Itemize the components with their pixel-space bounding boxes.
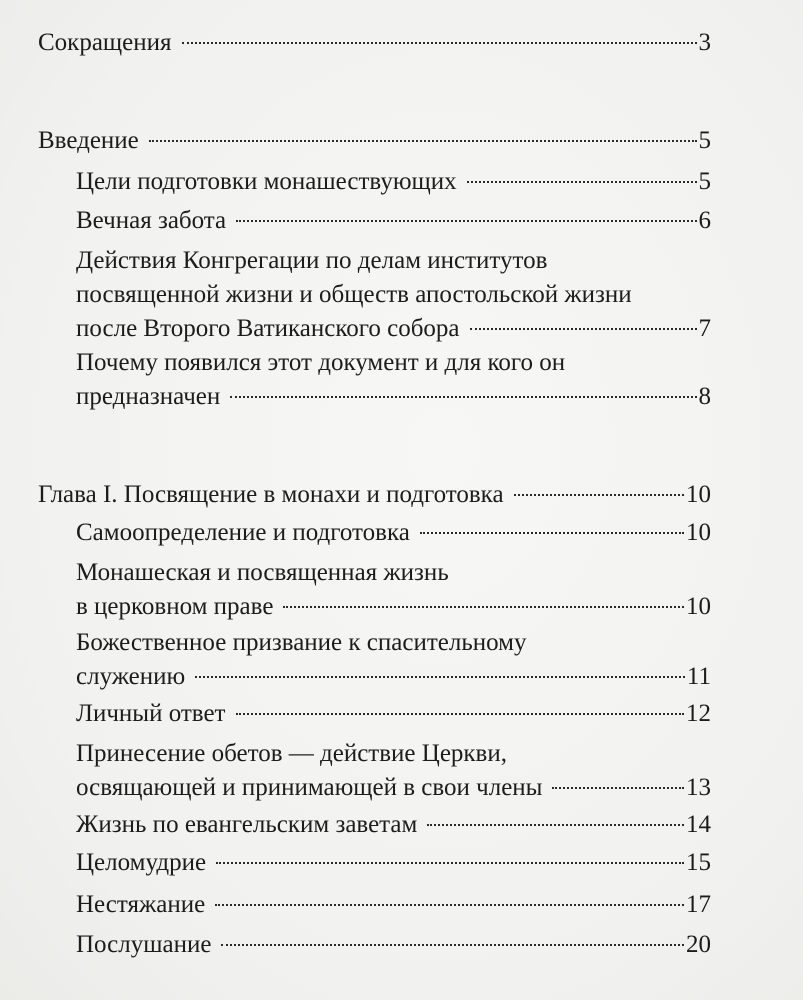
toc-entry-profession-of-vows[interactable]	[76, 737, 711, 805]
toc-page-number: 13	[686, 774, 711, 801]
toc-page-number: 5	[698, 127, 711, 154]
toc-entry-chastity[interactable]	[76, 846, 711, 880]
toc-entry-why-document[interactable]	[76, 346, 711, 414]
toc-entry-monastic-life-canon-law[interactable]	[76, 556, 711, 624]
dot-leader	[514, 494, 684, 496]
toc-entry-congregation-actions[interactable]	[76, 244, 711, 346]
toc-entry-title: Послушание	[76, 931, 212, 958]
dot-leader	[552, 787, 684, 789]
dot-leader	[236, 220, 696, 222]
toc-entry-obedience[interactable]	[76, 928, 711, 962]
toc-entry-title-line: Принесение обетов — действие Церкви,	[76, 740, 507, 767]
dot-leader	[470, 328, 697, 330]
toc-page-number: 10	[686, 593, 711, 620]
toc-entry-title: Нестяжание	[76, 891, 206, 918]
dot-leader	[230, 396, 696, 398]
toc-entry-title: Сокращения	[38, 29, 172, 56]
toc-page-number: 8	[698, 383, 711, 410]
toc-entry-personal-response[interactable]	[76, 697, 711, 731]
toc-entry-title-line: Божественное призвание к спасительному	[76, 629, 527, 656]
toc-entry-title: Самоопределение и подготовка	[76, 519, 410, 546]
toc-entry-title-line: посвященной жизни и обществ апостольской жизни	[76, 281, 632, 308]
toc-page-number: 11	[686, 663, 711, 690]
toc-page-number: 7	[698, 315, 711, 342]
toc-entry-title: Целомудрие	[76, 849, 207, 876]
toc-page-number: 14	[686, 811, 711, 838]
toc-page-number: 15	[686, 849, 711, 876]
toc-page-number: 10	[686, 519, 711, 546]
toc-page-number: 12	[686, 700, 711, 727]
toc-entry-title: Введение	[38, 127, 139, 154]
toc-page-number: 10	[686, 481, 711, 508]
toc-entry-formation-goals[interactable]	[76, 165, 711, 199]
toc-entry-poverty[interactable]	[76, 888, 711, 922]
toc-entry-eternal-care[interactable]	[76, 204, 711, 238]
toc-entry-abbreviations[interactable]	[38, 26, 711, 60]
toc-entry-title: Вечная забота	[76, 207, 227, 234]
toc-entry-title: Цели подготовки монашествующих	[76, 168, 457, 195]
toc-entry-title-line: служению	[76, 663, 186, 690]
dot-leader	[216, 862, 684, 864]
dot-leader	[467, 181, 697, 183]
toc-entry-divine-calling[interactable]	[76, 626, 711, 694]
toc-entry-title-line: Монашеская и посвященная жизнь	[76, 559, 449, 586]
toc-entry-evangelical-counsels[interactable]	[76, 808, 711, 842]
toc-page-number: 3	[698, 29, 711, 56]
toc-entry-introduction[interactable]	[38, 124, 711, 158]
toc-entry-title-line: в церковном праве	[76, 593, 274, 620]
toc-page-number: 20	[686, 931, 711, 958]
dot-leader	[215, 904, 684, 906]
dot-leader	[195, 676, 685, 678]
toc-page-number: 6	[698, 207, 711, 234]
toc-entry-title-line: Действия Конгрегации по делам институтов	[76, 247, 548, 274]
dot-leader	[283, 606, 684, 608]
toc-entry-title: Глава I. Посвящение в монахи и подготовка	[38, 481, 504, 508]
dot-leader	[182, 42, 697, 44]
toc-entry-title-line: после Второго Ватиканского собора	[76, 315, 460, 342]
toc-entry-self-determination[interactable]	[76, 516, 711, 550]
toc-entry-title: Личный ответ	[76, 700, 226, 727]
toc-entry-title-line: предназначен	[76, 383, 221, 410]
toc-entry-title: Жизнь по евангельским заветам	[76, 811, 418, 838]
dot-leader	[149, 140, 697, 142]
dot-leader	[427, 824, 684, 826]
dot-leader	[221, 944, 684, 946]
toc-page-number: 17	[686, 891, 711, 918]
toc-entry-title-line: Почему появился этот документ и для кого он	[76, 349, 566, 376]
toc-page-number: 5	[698, 168, 711, 195]
dot-leader	[236, 713, 685, 715]
toc-entry-title-line: освящающей и принимающей в свои члены	[76, 774, 543, 801]
toc-entry-chapter-1[interactable]	[38, 478, 711, 512]
dot-leader	[420, 532, 684, 534]
